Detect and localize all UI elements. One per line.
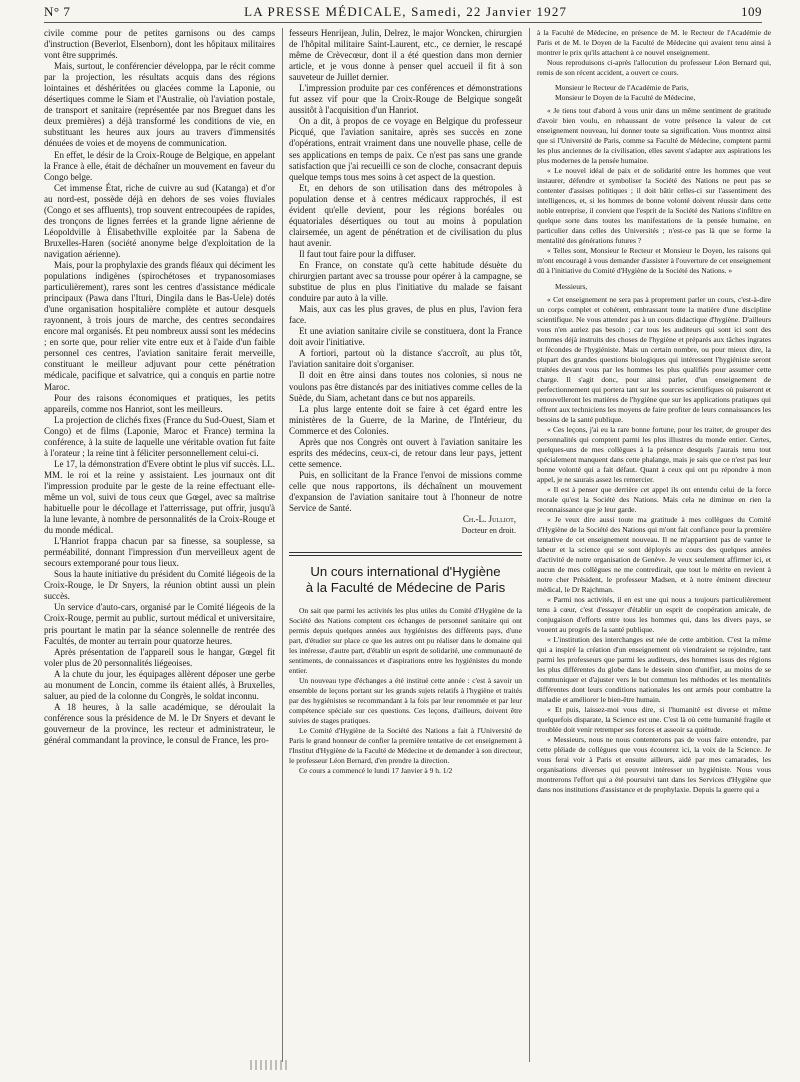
author-signature: Ch.-L. Julliot,	[462, 514, 516, 525]
paragraph: Le 17, la démonstration d'Evere obtint le plus vif succès. LL. MM. le roi et la reine y assistaient. Les journaux ont dit l'impression produite par le geste de la reine effectuant elle-même un vol, suivi de tous ceux que Gœgel, avec sa maîtrise habituelle pour le décollage et l'atterrissage, put offrir, jusqu'à la lune levante, à nombre de personnalités de la Croix-Rouge et du monde médical.	[44, 458, 275, 536]
paragraph: civile comme pour de petites garnisons ou des camps d'instruction (Beverlot, Elsenborn), dont les hôpitaux militaires vont être supprimés.	[44, 28, 275, 61]
speech-paragraph: « Il est à penser que derrière cet appel ils ont entendu celui de la force morale qu'est la Société des Nations. Mais cela ne diminue en rien la reconnaissance que je leur garde.	[537, 485, 771, 514]
salutation-line: Messieurs,	[555, 282, 588, 291]
paragraph: La projection de clichés fixes (France du Sud-Ouest, Siam et Congo) et de films (Laponie, Maroc et France) termina la conférence, à la suite de laquelle une véritable ovation fut faite à l'orateur ; la reine tint à féliciter personnellement celui-ci.	[44, 414, 275, 458]
column-three	[537, 28, 771, 1064]
article-title	[289, 564, 522, 596]
section-divider	[289, 552, 522, 556]
paragraph: En France, on constate qu'à cette habitude désuète du chirurgien partant avec sa trousse pour opérer à la campagne, se substitue de plus en plus l'initiative du malade se faisant conduire par auto à la ville.	[289, 259, 522, 304]
speech-paragraph: « Je veux dire aussi toute ma gratitude à mes collègues du Comité d'Hygiène de la Société des Nations qui m'ont fait confiance pour la première tentative de cet enseignement nouveau. Il ne m'appartient pas de vanter le labeur et la science qui se sont déployés au cours des quelques années d'activité de notre organisation de Genève. Je veux seulement affirmer ici, et aucun de mes collègues ne me contredirait, que tout le mérite en revient à notre cher Président, le professeur Madsen, et à notre éminent directeur médical, le Dr Rajchman.	[537, 515, 771, 594]
paragraph: On a dit, à propos de ce voyage en Belgique du professeur Picqué, que l'aviation sanitaire, après ses succès en zone d'opérations, entrait vraiment dans une nouvelle phase, celle de ses applications en temps de paix. Ce n'est pas sans une grande satisfaction que j'ai recueilli ce son de cloche, consacrant depuis quelque temps tous mes soins à cet aspect de la question.	[289, 116, 522, 182]
column-one	[44, 28, 275, 1064]
paragraph: En effet, le désir de la Croix-Rouge de Belgique, en appelant la France à elle, était de déchaîner un mouvement en faveur du Congo belge.	[44, 149, 275, 182]
salutation-line: Monsieur le Recteur de l'Académie de Paris,	[555, 83, 689, 92]
paragraph: Un service d'auto-cars, organisé par le Comité liégeois de la Croix-Rouge, permit au public, surtout médical et universitaire, pris pourtant le matin par la séance solennelle de rentrée des Facultés, de monter au terrain pour quatorze heures.	[44, 602, 275, 646]
paragraph: Après présentation de l'appareil sous le hangar, Gœgel fit voler plus de 20 personnalités liégeoises.	[44, 646, 275, 668]
paragraph: Ce cours a commencé le lundi 17 Janvier à 9 h. 1/2	[299, 766, 453, 776]
speech-paragraph: « Je tiens tout d'abord à vous unir dans un même sentiment de gratitude d'avoir bien voulu, en rehaussant de votre présence la valeur de cet enseignement nouveau, lui donner toute sa signification. Vous montrez ainsi que si l'Université de Paris, comme sa Faculté de Médecine, comptent parmi les plus anciennes de la civilisation, elles savent s'adapter aux aspirations les plus modernes de la pensée humaine.	[537, 106, 771, 165]
article-title-line: Un cours international d'Hygiène	[310, 564, 501, 580]
page-number: 109	[741, 4, 762, 19]
paragraph: Après que nos Congrès ont ouvert à l'aviation sanitaire les esprits des médecins, ceux-ci, de retour dans leur pays, jettent cette semence.	[289, 436, 522, 469]
article-title-line: à la Faculté de Médecine de Paris	[305, 580, 506, 596]
paragraph: La plus large entente doit se faire à cet égard entre les ministères de la Guerre, de la Marine, de l'Intérieur, du Commerce et des Colonies.	[289, 403, 522, 436]
paragraph: Et une aviation sanitaire civile se constituera, dont la France doit avoir l'initiative.	[289, 326, 522, 348]
paragraph: Sous la haute initiative du président du Comité liégeois de la Croix-Rouge, le Dr Snyers, la réunion obtint aussi un plein succès.	[44, 569, 275, 602]
paragraph: Il faut tout faire pour la diffuser.	[299, 248, 416, 259]
paragraph: On sait que parmi les activités les plus utiles du Comité d'Hygiène de la Société des Nations comptent ces échanges de personnel sanitaire qui ont permis depuis quelques années aux hygiénistes des différents pays, d'une part, d'étudier sur place ce que les autres ont pu réaliser dans le domaine qui les intéresse, d'autre part, d'établir un esprit de solidarité, une communauté de sentiments, de connaissances et d'aspirations entre les hygiénistes du monde entier.	[289, 606, 522, 676]
paragraph: Puis, en sollicitant de la France l'envoi de missions comme celle que nous rapportons, ils déchaînent un mouvement d'expansion de l'aviation sanitaire tout à l'honneur de notre Service de Santé.	[289, 469, 522, 514]
paragraph: Mais, surtout, le conférencier développa, par le récit comme par la projection, les résultats acquis dans des régions lointaines et déshéritées ou glacées comme la Laponie, ou désertiques comme le Siam et l'Australie, où l'aviation postale, de transport et sanitaire (représentée par nos Breguet dans les deux premières) a déjà transformé les conditions de vie, en substituant les heures aux jours au travers d'immensités dénuées de voies et de moyens de communication.	[44, 61, 275, 149]
issue-number: N° 7	[44, 4, 71, 19]
speech-paragraph: « Cet enseignement ne sera pas à proprement parler un cours, c'est-à-dire un corps complet et cohérent, embrassant toute la matière d'une discipline scientifique. Ne vous attendez pas à un cours didactique d'hygiène. D'ailleurs vous n'en auriez pas besoin ; car tous les auditeurs qui sont ici sont des hommes déjà instruits des choses de l'hygiène et préparés aux tâches ingrates et fécondes de l'hygiéniste. Mais un certain nombre, ou pour mieux dire, la plupart des grandes questions biologiques qui intéressent l'hygiéniste seront traitées devant vous par les hommes les plus qualifiés pour assumer cette charge. Il s'agit donc, pour ainsi parler, d'un enseignement de perfectionnement qui portera tant sur les sources scientifiques où puiseront et renouvelleront les matières de l'hygiène que sur les applications pratiques qui offrent aux techniciens les moyens de faire profiter de leurs connaissances les besoins de la santé publique.	[537, 295, 771, 424]
paragraph: Et, en dehors de son utilisation dans des métropoles à population dense et à centres médicaux rapprochés, il est évident qu'elle devient, pour les régions boréales ou équatoriales désertiques ou tout au moins à population clairsemée, un agent de pénétration et de civilisation du plus haut avenir.	[289, 182, 522, 248]
speech-paragraph: « Parmi nos activités, il en est une qui nous a toujours particulièrement tenu à cœur, c'est d'essayer d'établir un esprit de coopération amicale, de conjugaison d'efforts entre tous les hommes qui, dans les divers pays, se vouent au progrès de la santé publique.	[537, 595, 771, 634]
speech-paragraph: « Et puis, laissez-moi vous dire, si l'humanité est diverse et même quelquefois disparate, la Science est une. C'est là où cette humanité fragile et troublée doit venir retremper ses forces et asseoir sa quiétude.	[537, 705, 771, 734]
paragraph: Cet immense État, riche de cuivre au sud (Katanga) et d'or au nord-est, possède déjà en dehors de ses voies fluviales (Congo et ses affluents), trop souvent entrecoupées de rapides, des tronçons de lignes ferrées et la grande ligne aérienne de Léopoldville à Élisabethville exploitée par la Sabena de Bruxelles-Haren (société anonyme belge d'exploitation de la navigation aérienne).	[44, 182, 275, 259]
paragraph: Mais, aux cas les plus graves, de plus en plus, l'avion fera face.	[289, 304, 522, 326]
paragraph: Le Comité d'Hygiène de la Société des Nations a fait à l'Université de Paris le grand honneur de confier la première tentative de cet enseignement à l'Institut d'Hygiène de la Faculté de Médecine et de demander à son directeur, le professeur Léon Bernard, d'en prendre la direction.	[289, 726, 522, 766]
paragraph: A la chute du jour, les équipages allèrent déposer une gerbe au monument de Loncin, comme ils étaient allés, à Bruxelles, saluer, au pied de la colonne du Congrès, le soldat inconnu.	[44, 668, 275, 701]
running-header	[44, 2, 762, 23]
paragraph: L'Hanriot frappa chacun par sa finesse, sa souplesse, sa perméabilité, donnant l'impression d'un merveilleux agent de secours extemporané pour tous lieux.	[44, 536, 275, 569]
column-two	[289, 28, 522, 1064]
article-body	[289, 606, 522, 776]
print-smudge	[250, 1060, 290, 1070]
salutation-line: Monsieur le Doyen de la Faculté de Médecine,	[555, 93, 696, 102]
speech-paragraph: « Ces leçons, j'ai eu la rare bonne fortune, pour les traiter, de grouper des personnalités qui comptent parmi les plus illustres du monde entier. Certes, quelques-uns de mes collègues à la présence desquels j'aurais tenu tout spécialement manquent dans cette phalange, mais je sais que ce n'est pas leur bonne volonté qui a fait défaut. Quant à ceux qui ont pu répondre à mon appel, je ne saurais assez les remercier.	[537, 425, 771, 484]
column-rule-left	[282, 28, 283, 1062]
speech-paragraph: « Telles sont, Monsieur le Recteur et Monsieur le Doyen, les raisons qui m'ont encouragé à vous demander d'assister à l'ouverture de cet enseignement dû à l'initiative du Comité d'Hygiène de la Société des Nations. »	[537, 246, 771, 275]
journal-title: LA PRESSE MÉDICALE, Samedi, 22 Janvier 1927	[244, 4, 568, 19]
column-rule-right	[529, 28, 530, 1062]
paragraph: Un nouveau type d'échanges a été institué cette année : c'est à savoir un ensemble de leçons portant sur les grands sujets relatifs à l'hygiène et traités par des hygiénistes se recommandant à la fois par leur renommée et par leur compétence spéciale sur ces questions. Ces leçons, d'ailleurs, doivent être suivies de stages pratiques.	[289, 676, 522, 726]
author-title: Docteur en droit.	[461, 526, 516, 536]
paragraph: A fortiori, partout où la distance s'accroît, au plus tôt, l'aviation sanitaire doit s'organiser.	[289, 348, 522, 370]
paragraph: à la Faculté de Médecine, en présence de M. le Recteur de l'Académie de Paris et de M. le Doyen de la Faculté de Médecine qui avaient tenu ainsi à montrer le prix qu'ils attachent à ce nouvel enseignement.	[537, 28, 771, 57]
speech-paragraph: « Messieurs, nous ne nous contenterons pas de vous faire entendre, par cette pléiade de collègues que vous écouterez ici, la voix de la Science. Je vous ferai voir à Paris et ensuite ailleurs, aidé par mes camarades, les organisations diverses qui peuvent intéresser un hygiéniste. Nous vous montrerons l'effort qui a été poursuivi tant dans les Services d'Hygiène que dans nos institutions d'assistance et de prophylaxie. Depuis la guerre qui a	[537, 735, 771, 794]
paragraph: Il doit en être ainsi dans toutes nos colonies, si nous ne voulons pas être distancés par des initiatives comme celles de la Suède, du Siam, achetant dans ce but nos appareils.	[289, 370, 522, 403]
speech-paragraph: « Le nouvel idéal de paix et de solidarité entre les hommes que veut instaurer, défendre et symboliser la Société des Nations ne peut pas se contenter d'assises politiques ; il doit bâtir celles-ci sur l'assentiment des intelligences, et, si les hommes de bonne volonté doivent réussir dans cette noble entreprise, il convient que l'esprit de la Société des Nations s'infiltre en quelque sorte dans toutes les manifestations de la pensée humaine, en particulier dans celles des Universités ; n'est-ce pas là que se forme la mentalité des générations futures ?	[537, 166, 771, 245]
paragraph: A 18 heures, à la salle académique, se déroulait la conférence sous la présidence de M. le Dr Snyers et devant le gouverneur de la province, les recteur et administrateur, le général commandant la province, le consul de France, les pro-	[44, 701, 275, 745]
speech-paragraph: « L'institution des interchanges est née de cette ambition. C'est la même qui a inspiré la création d'un enseignement où viendraient se rejoindre, tant parmi les professeurs que parmi les auditeurs, des hommes issus des régions les plus différentes du globe dans le dessein sinon d'unifier, au moins de se communiquer et d'ajuster vers le but commun les méthodes et les mentalités différentes dont leurs conditions nationales les ont armés pour combattre la maladie et améliorer le bien-être humain.	[537, 635, 771, 704]
paragraph: Pour des raisons économiques et pratiques, les petits appareils, comme nos Hanriot, sont les meilleurs.	[44, 392, 275, 414]
paragraph: L'impression produite par ces conférences et démonstrations fut assez vif pour que la Croix-Rouge de Belgique songeât aussitôt à l'acquisition d'un Hanriot.	[289, 83, 522, 116]
paragraph: Nous reproduisons ci-après l'allocution du professeur Léon Bernard qui, remis de son récent accident, a ouvert ce cours.	[537, 58, 771, 77]
paragraph: fesseurs Henrijean, Julin, Delrez, le major Woncken, chirurgien de l'hôpital militaire Saint-Laurent, etc., ce dernier, le rescapé même de Crèvecœur, dont il a été question dans mon dernier article, et je vous donne à penser quel accueil il fit à son sauveteur de Juillet dernier.	[289, 28, 522, 83]
paragraph: Mais, pour la prophylaxie des grands fléaux qui déciment les populations indigènes (spirochétoses et trypanosomiases particulièrement), rares sont les centres d'assistance médicale principaux (Pawa dans l'Ituri, Dingila dans le Bas-Uele) dotés d'une organisation hospitalière complète et autour desquels rayonnent, à trois jours de marche, des centres secondaires encore mal organisés. Et peu nombreux aussi sont les médecins ; en sorte que, pour relier vite entre eux et à l'aide d'un faible personnel ces centres, l'aviation sanitaire ferait merveille, constituant le meilleur adjuvant pour cette pénétration médicale, pacifique et salvatrice, qui a conquis en partie notre Maroc.	[44, 259, 275, 392]
